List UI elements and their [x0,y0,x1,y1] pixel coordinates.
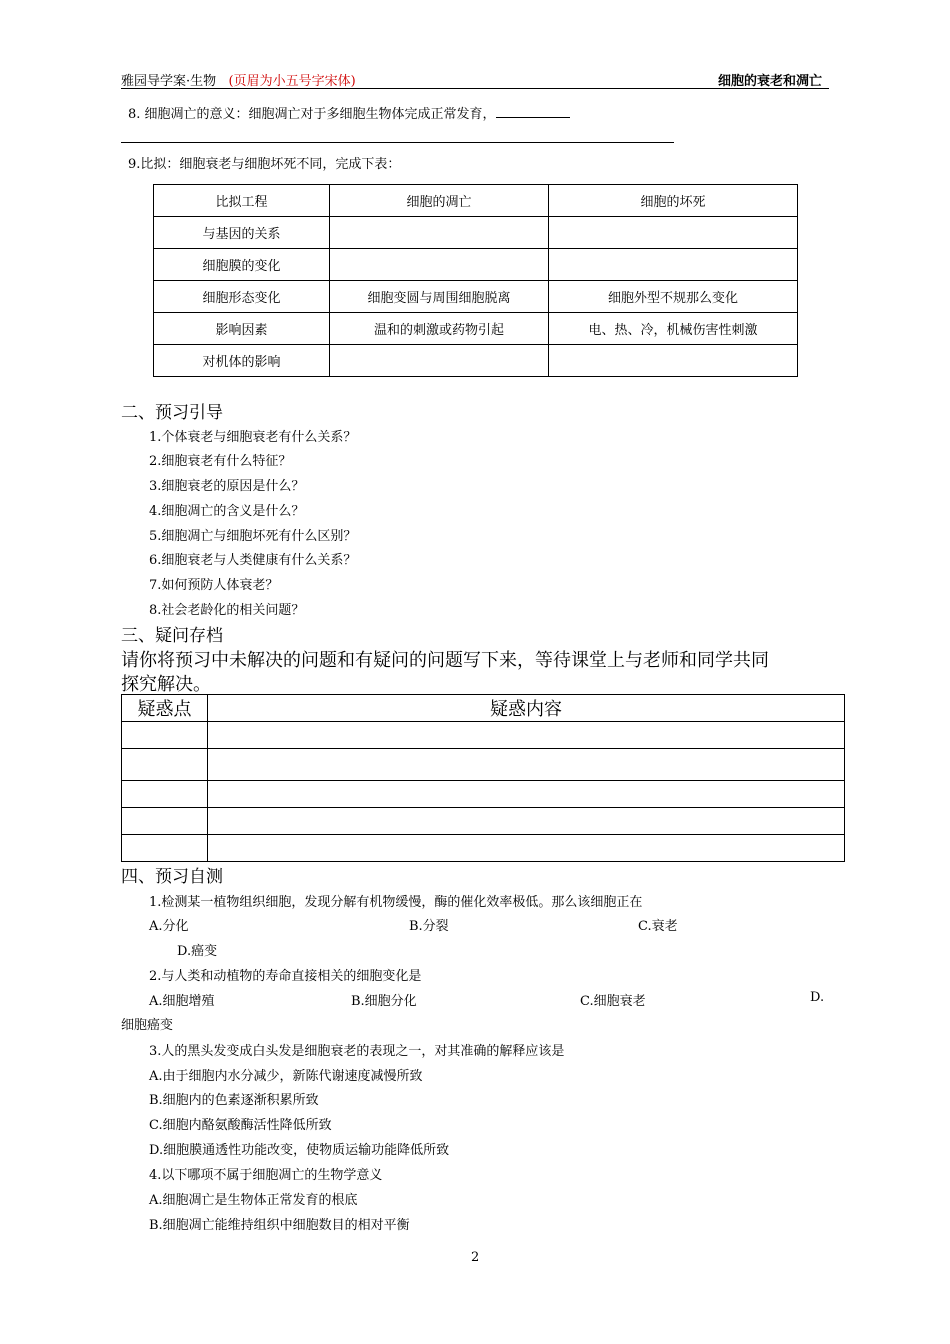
item-8-blank [496,105,570,118]
section-2-title: 二、预习引导 [121,403,223,423]
table-cell[interactable] [208,835,845,862]
comparison-table [153,184,798,377]
table-header-cell: 疑惑点 [122,695,208,722]
quiz-option: D. [810,990,825,1005]
table-cell[interactable] [122,722,208,749]
quiz-option: A.由于细胞内水分减少，新陈代谢速度减慢所致 [149,1069,423,1084]
quiz-option: B.细胞分化 [351,994,417,1009]
header-note: (页眉为小五号字宋体) [228,74,356,89]
table-cell: 电、热、冷，机械伤害性刺激 [549,313,798,345]
quiz-option: A.分化 [149,919,189,934]
section-3-instruction-cont: 探究解决。 [121,674,211,695]
page-number: 2 [471,1250,480,1265]
quiz-option-continuation: 细胞癌变 [121,1018,174,1033]
preview-question: 5.细胞凋亡与细胞坏死有什么区别？ [149,529,357,544]
quiz-option: C.衰老 [638,919,678,934]
table-cell [549,249,798,281]
table-header-cell: 比拟工程 [154,185,330,217]
table-cell: 温和的刺激或药物引起 [330,313,549,345]
table-cell[interactable] [208,808,845,835]
preview-question: 8.社会老龄化的相关问题？ [149,603,305,618]
quiz-option: D.癌变 [177,944,218,959]
table-cell[interactable] [122,749,208,781]
quiz-question-2: 2.与人类和动植物的寿命直接相关的细胞变化是 [149,969,422,984]
table-row [122,808,845,835]
table-cell [330,249,549,281]
header-title: 雅园导学案·生物 [121,74,217,89]
table-row [154,313,798,345]
table-header-cell: 细胞的坏死 [549,185,798,217]
table-header-cell: 细胞的凋亡 [330,185,549,217]
table-cell: 细胞膜的变化 [154,249,330,281]
table-cell[interactable] [208,749,845,781]
table-cell[interactable] [122,835,208,862]
preview-question: 4.细胞凋亡的含义是什么？ [149,504,305,519]
preview-question: 3.细胞衰老的原因是什么？ [149,479,305,494]
quiz-option: B.细胞凋亡能维持组织中细胞数目的相对平衡 [149,1218,410,1233]
item-8-answer-line [121,142,674,143]
header-divider [121,88,829,89]
preview-question: 2.细胞衰老有什么特征？ [149,454,292,469]
header-chapter-title: 细胞的衰老和凋亡 [717,74,822,89]
table-cell [330,217,549,249]
quiz-question-4: 4.以下哪项不属于细胞凋亡的生物学意义 [149,1168,383,1183]
table-row [122,781,845,808]
item-8 [128,103,570,122]
table-row [154,281,798,313]
table-cell [549,345,798,377]
table-cell: 对机体的影响 [154,345,330,377]
table-cell [330,345,549,377]
section-4-title: 四、预习自测 [121,867,223,887]
item-8-text: 8. 细胞凋亡的意义：细胞凋亡对于多细胞生物体完成正常发育， [128,107,496,122]
table-cell[interactable] [122,781,208,808]
table-row [154,249,798,281]
table-cell [549,217,798,249]
table-header-row [122,695,845,722]
preview-question: 7.如何预防人体衰老？ [149,578,279,593]
quiz-option: C.细胞衰老 [580,994,646,1009]
quiz-option: D.细胞膜通透性功能改变，使物质运输功能降低所致 [149,1143,450,1158]
quiz-option: B.细胞内的色素逐渐积累所致 [149,1093,319,1108]
table-row [122,835,845,862]
quiz-option: C.细胞内酪氨酸酶活性降低所致 [149,1118,332,1133]
table-row [122,722,845,749]
quiz-option: A.细胞增殖 [149,994,215,1009]
item-9: 9.比拟：细胞衰老与细胞坏死不同，完成下表： [128,157,401,172]
table-cell: 细胞变圆与周围细胞脱离 [330,281,549,313]
section-3-instruction: 请你将预习中未解决的问题和有疑问的问题写下来，等待课堂上与老师和同学共同 [121,650,769,671]
table-cell[interactable] [208,722,845,749]
table-row [154,217,798,249]
header-left [121,70,356,89]
table-header-cell: 疑惑内容 [208,695,845,722]
preview-question: 6.细胞衰老与人类健康有什么关系？ [149,553,357,568]
table-cell: 细胞形态变化 [154,281,330,313]
quiz-option: B.分裂 [409,919,449,934]
table-cell: 细胞外型不规那么变化 [549,281,798,313]
section-3-title: 三、疑问存档 [121,626,223,646]
quiz-option: A.细胞凋亡是生物体正常发育的根底 [149,1193,358,1208]
table-cell: 影响因素 [154,313,330,345]
table-row [122,749,845,781]
table-header-row [154,185,798,217]
quiz-question-1: 1.检测某一植物组织细胞，发现分解有机物缓慢，酶的催化效率极低。那么该细胞正在 [149,895,643,910]
quiz-question-3: 3.人的黑头发变成白头发是细胞衰老的表现之一，对其准确的解释应该是 [149,1044,565,1059]
table-cell: 与基因的关系 [154,217,330,249]
table-row [154,345,798,377]
preview-question: 1.个体衰老与细胞衰老有什么关系？ [149,430,357,445]
questions-table [121,694,845,862]
table-cell[interactable] [208,781,845,808]
table-cell[interactable] [122,808,208,835]
